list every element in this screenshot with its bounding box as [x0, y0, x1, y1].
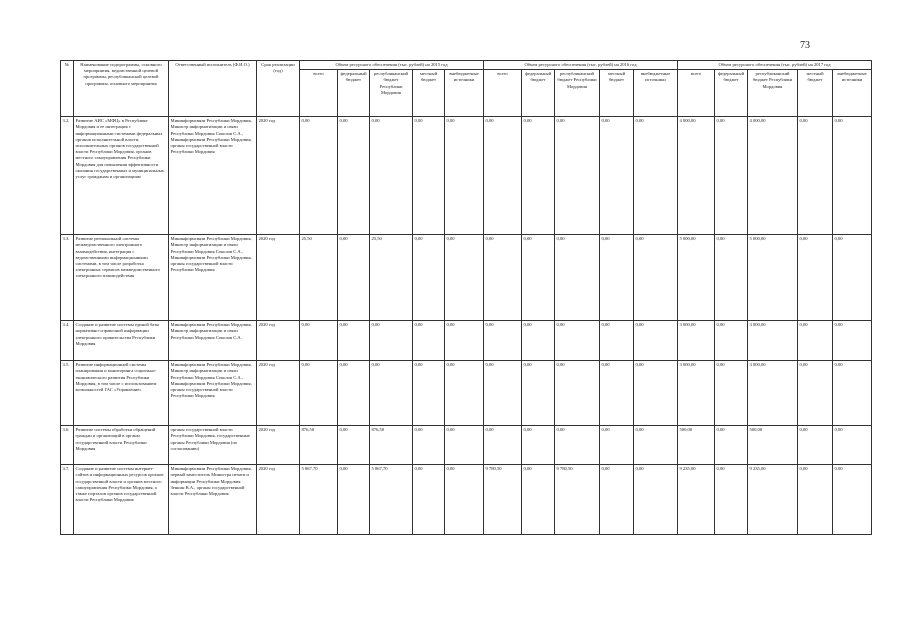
- header-sub: федеральный бюджет: [522, 70, 555, 117]
- header-sub: местный бюджет: [600, 70, 634, 117]
- row-amount-y2015: 0,00: [445, 465, 484, 535]
- row-amount-y2016: 0,00: [522, 321, 555, 361]
- row-amount-y2015: 0,00: [413, 117, 445, 235]
- row-executor: Мининформсвязи Республики Мордовия, первый заместитель Министра печати и информации Республики Мордовия Зенкин В.А., органы государственной власти Республики Мордовия: [169, 465, 257, 535]
- row-amount-y2017: 0,00: [715, 361, 748, 426]
- table-row: [61, 117, 872, 235]
- row-term: 2020 год: [257, 117, 300, 235]
- header-sub: местный бюджет: [413, 70, 445, 117]
- header-sub: всего: [484, 70, 522, 117]
- row-amount-y2016: 9 780,50: [555, 465, 600, 535]
- row-name: Развитие информационной системы планирования и мониторинга социально-экономического развития Республики Мордовия, в том числе с использованием возможностей ГАС «Управление»: [74, 361, 169, 426]
- row-term: 2020 год: [257, 361, 300, 426]
- row-amount-y2015: 0,00: [338, 426, 370, 465]
- row-amount-y2017: 0,00: [798, 361, 833, 426]
- row-amount-y2016: 0,00: [555, 426, 600, 465]
- table-row: [61, 235, 872, 321]
- row-amount-y2015: 0,00: [413, 321, 445, 361]
- row-amount-y2015: 0,00: [445, 235, 484, 321]
- header-sub: всего: [678, 70, 715, 117]
- header-sub: внебюджетные источники: [833, 70, 872, 117]
- table-row: [61, 426, 872, 465]
- row-name: Создание и развитие системы единой базы нормативно-справочной информации электронного правительства Республики Мордовия: [74, 321, 169, 361]
- header-sub: местный бюджет: [798, 70, 833, 117]
- row-amount-y2016: 0,00: [634, 361, 678, 426]
- row-amount-y2017: 9 235,00: [678, 465, 715, 535]
- row-amount-y2015: 0,00: [445, 426, 484, 465]
- row-amount-y2016: 0,00: [600, 235, 634, 321]
- row-amount-y2015: 5 867,70: [300, 465, 338, 535]
- row-amount-y2017: 4 000,00: [748, 117, 798, 235]
- row-amount-y2015: 25,50: [300, 235, 338, 321]
- row-amount-y2015: 0,00: [413, 235, 445, 321]
- row-amount-y2017: 0,00: [715, 426, 748, 465]
- row-amount-y2016: 0,00: [634, 117, 678, 235]
- row-name: Создание и развитие системы интернет-сайтов и информационных ресурсов органов государственной власти и органов местного самоуправления Республики Мордовия, а также порталов органов государственной власти Республики Мордовия: [74, 465, 169, 535]
- row-name: Развитие системы обработки обращений граждан и организаций в органы государственной власти Республики Мордовия: [74, 426, 169, 465]
- table-row: [61, 321, 872, 361]
- resource-table: [60, 60, 872, 535]
- header-term: Срок реализации (год): [257, 61, 300, 117]
- row-amount-y2017: 3 000,00: [678, 321, 715, 361]
- row-executor: Мининформсвязи Республики Мордовия, Министр информатизации и связи Республики Мордовия Соколов С.А., Мининформсвязи Республики Мордовия, органы государственной власти Республики Мордовия: [169, 117, 257, 235]
- row-amount-y2017: 3 000,00: [678, 361, 715, 426]
- row-amount-y2016: 0,00: [555, 235, 600, 321]
- row-amount-y2015: 0,00: [445, 321, 484, 361]
- row-amount-y2016: 0,00: [600, 426, 634, 465]
- row-amount-y2015: 0,00: [338, 235, 370, 321]
- row-amount-y2017: 0,00: [798, 465, 833, 535]
- row-amount-y2017: 0,00: [798, 235, 833, 321]
- row-amount-y2017: 3 000,00: [748, 321, 798, 361]
- header-executor: Ответственный исполнитель (Ф.И.О.): [169, 61, 257, 117]
- row-term: 2020 год: [257, 321, 300, 361]
- row-amount-y2017: 0,00: [833, 361, 872, 426]
- row-amount-y2017: 0,00: [833, 465, 872, 535]
- row-amount-y2015: 0,00: [338, 321, 370, 361]
- row-amount-y2017: 0,00: [833, 321, 872, 361]
- row-amount-y2016: 0,00: [522, 426, 555, 465]
- row-amount-y2016: 0,00: [634, 235, 678, 321]
- row-amount-y2015: 0,00: [370, 117, 413, 235]
- row-number: 3.7.: [61, 465, 74, 535]
- page-number: 73: [800, 40, 810, 51]
- row-amount-y2015: 25,50: [370, 235, 413, 321]
- header-sub: республиканский бюджет Республики Мордовия: [748, 70, 798, 117]
- row-amount-y2017: 0,00: [833, 235, 872, 321]
- row-amount-y2016: 0,00: [600, 361, 634, 426]
- header-group-2017: Объем ресурсного обеспечения (тыс. рублей) на 2017 год: [678, 61, 872, 70]
- row-amount-y2016: 0,00: [555, 361, 600, 426]
- row-amount-y2015: 0,00: [445, 361, 484, 426]
- row-number: 3.4.: [61, 321, 74, 361]
- row-amount-y2015: 0,00: [445, 117, 484, 235]
- header-group-2016: Объем ресурсного обеспечения (тыс. рублей) на 2016 год: [484, 61, 678, 70]
- row-amount-y2016: 0,00: [484, 426, 522, 465]
- row-amount-y2016: 0,00: [634, 426, 678, 465]
- row-amount-y2015: 0,00: [338, 117, 370, 235]
- row-term: 2020 год: [257, 235, 300, 321]
- row-number: 3.6.: [61, 426, 74, 465]
- row-amount-y2016: 0,00: [522, 465, 555, 535]
- row-name: Развитие АИС «МФЦ» в Республике Мордовия и ее интеграция с информационными системами федеральных органов исполнительной власти, исполнительных органов государственной власти Республики Мордовия, органов местного самоуправления Республики Мордовия для повышения эффективности оказания государственных и муниципальных услуг гражданам и организациям: [74, 117, 169, 235]
- row-amount-y2017: 500,00: [748, 426, 798, 465]
- row-amount-y2016: 9 780,50: [484, 465, 522, 535]
- row-amount-y2015: 876,50: [370, 426, 413, 465]
- header-sub: всего: [300, 70, 338, 117]
- header-num: №: [61, 61, 74, 117]
- header-sub: республиканский бюджет Республики Мордовия: [555, 70, 600, 117]
- row-number: 3.2.: [61, 117, 74, 235]
- row-amount-y2015: 0,00: [338, 361, 370, 426]
- header-sub: федеральный бюджет: [338, 70, 370, 117]
- row-amount-y2015: 0,00: [413, 361, 445, 426]
- row-amount-y2017: 3 000,00: [748, 361, 798, 426]
- row-amount-y2017: 9 235,00: [748, 465, 798, 535]
- row-amount-y2015: 0,00: [338, 465, 370, 535]
- row-amount-y2016: 0,00: [484, 361, 522, 426]
- table-row: [61, 361, 872, 426]
- row-amount-y2016: 0,00: [600, 321, 634, 361]
- row-amount-y2017: 0,00: [833, 117, 872, 235]
- row-amount-y2016: 0,00: [484, 321, 522, 361]
- row-amount-y2017: 5 000,00: [748, 235, 798, 321]
- row-name: Развитие региональной системы межведомственного электронного взаимодействия, интеграция с ведомственными информационными системами, в том числе разработка электронных сервисов межведомственного электронного взаимодействия: [74, 235, 169, 321]
- row-executor: Мининформсвязи Республики Мордовия, Министр информатизации и связи Республики Мордовия Соколов С.А., Мининформсвязи Республики Мордовия, органы государственной власти Республики Мордовия: [169, 235, 257, 321]
- row-amount-y2016: 0,00: [555, 117, 600, 235]
- row-executor: органы государственной власти Республики Мордовия, государственные органы Республики Мордовия (по согласованию): [169, 426, 257, 465]
- row-amount-y2016: 0,00: [600, 465, 634, 535]
- row-amount-y2015: 0,00: [300, 361, 338, 426]
- table-row: [61, 465, 872, 535]
- row-executor: Мининформсвязи Республики Мордовия, Министр информатизации и связи Республики Мордовия Соколов С.А.: [169, 321, 257, 361]
- row-amount-y2017: 0,00: [715, 117, 748, 235]
- row-amount-y2017: 0,00: [833, 426, 872, 465]
- row-amount-y2015: 0,00: [413, 465, 445, 535]
- row-amount-y2016: 0,00: [555, 321, 600, 361]
- row-amount-y2017: 0,00: [715, 465, 748, 535]
- row-amount-y2015: 0,00: [413, 426, 445, 465]
- row-amount-y2016: 0,00: [600, 117, 634, 235]
- row-amount-y2016: 0,00: [522, 117, 555, 235]
- header-sub: республиканский бюджет Республики Мордовия: [370, 70, 413, 117]
- row-amount-y2017: 0,00: [715, 321, 748, 361]
- header-name: Наименование подпрограммы, основного мероприятия, ведомственной целевой программы, республиканской целевой программы, основного мероприятия: [74, 61, 169, 117]
- row-amount-y2017: 0,00: [715, 235, 748, 321]
- row-term: 2020 год: [257, 426, 300, 465]
- row-amount-y2017: 4 000,00: [678, 117, 715, 235]
- row-amount-y2016: 0,00: [634, 321, 678, 361]
- row-amount-y2015: 876,50: [300, 426, 338, 465]
- row-amount-y2015: 5 867,70: [370, 465, 413, 535]
- row-amount-y2016: 0,00: [484, 117, 522, 235]
- row-amount-y2017: 0,00: [798, 426, 833, 465]
- row-amount-y2016: 0,00: [522, 361, 555, 426]
- header-sub: федеральный бюджет: [715, 70, 748, 117]
- row-amount-y2016: 0,00: [634, 465, 678, 535]
- header-sub: внебюджетные источники: [634, 70, 678, 117]
- row-executor: Мининформсвязи Республики Мордовия, Министр информатизации и связи Республики Мордовия Соколов С.А., Мининформсвязи Республики Мордовия, органы государственной власти Республики Мордовия: [169, 361, 257, 426]
- row-term: 2020 год: [257, 465, 300, 535]
- row-amount-y2017: 500,00: [678, 426, 715, 465]
- header-sub: внебюджетные источники: [445, 70, 484, 117]
- row-amount-y2016: 0,00: [522, 235, 555, 321]
- row-amount-y2016: 0,00: [484, 235, 522, 321]
- row-number: 3.5.: [61, 361, 74, 426]
- row-amount-y2015: 0,00: [300, 117, 338, 235]
- row-number: 3.3.: [61, 235, 74, 321]
- row-amount-y2015: 0,00: [370, 321, 413, 361]
- row-amount-y2017: 0,00: [798, 321, 833, 361]
- row-amount-y2017: 0,00: [798, 117, 833, 235]
- row-amount-y2015: 0,00: [370, 361, 413, 426]
- row-amount-y2015: 0,00: [300, 321, 338, 361]
- header-group-2015: Объем ресурсного обеспечения (тыс. рублей) на 2015 год: [300, 61, 484, 70]
- row-amount-y2017: 5 000,00: [678, 235, 715, 321]
- table-body: [61, 117, 872, 535]
